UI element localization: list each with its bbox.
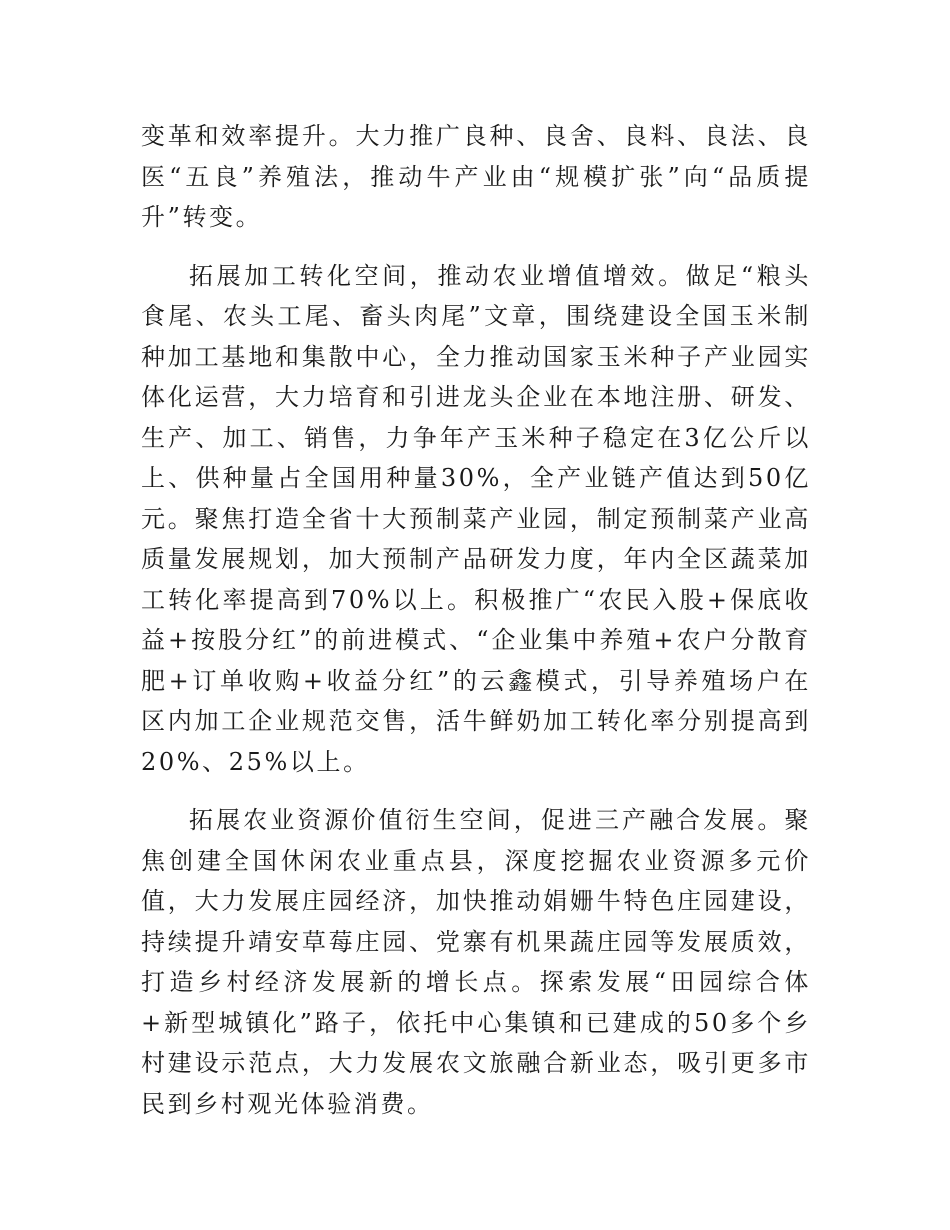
document-page xyxy=(141,116,811,1142)
paragraph-continuation: 变革和效率提升。大力推广良种、良舍、良料、良法、良医“五良”养殖法，推动牛产业由“规模扩张”向“品质提升”转变。 xyxy=(141,122,811,231)
paragraph-resource-value: 拓展农业资源价值衍生空间，促进三产融合发展。聚焦创建全国休闲农业重点县，深度挖掘农业资源多元价值，大力发展庄园经济，加快推动娟姗牛特色庄园建设，持续提升靖安草莓庄园、党寨有机果蔬庄园等发展质效，打造乡村经济发展新的增长点。探索发展“田园综合体+新型城镇化”路子，依托中心集镇和已建成的50多个乡村建设示范点，大力发展农文旅融合新业态，吸引更多市民到乡村观光体验消费。 xyxy=(141,806,811,1118)
paragraph-processing: 拓展加工转化空间，推动农业增值增效。做足“粮头食尾、农头工尾、畜头肉尾”文章，围绕建设全国玉米制种加工基地和集散中心，全力推动国家玉米种子产业园实体化运营，大力培育和引进龙头企业在本地注册、研发、生产、加工、销售，力争年产玉米种子稳定在3亿公斤以上、供种量占全国用种量30%，全产业链产值达到50亿元。聚焦打造全省十大预制菜产业园，制定预制菜产业高质量发展规划，加大预制产品研发力度，年内全区蔬菜加工转化率提高到70%以上。积极推广“农民入股+保底收益+按股分红”的前进模式、“企业集中养殖+农户分散育肥+订单收购+收益分红”的云鑫模式，引导养殖场户在区内加工企业规范交售，活牛鲜奶加工转化率分别提高到20%、25%以上。 xyxy=(141,261,811,776)
